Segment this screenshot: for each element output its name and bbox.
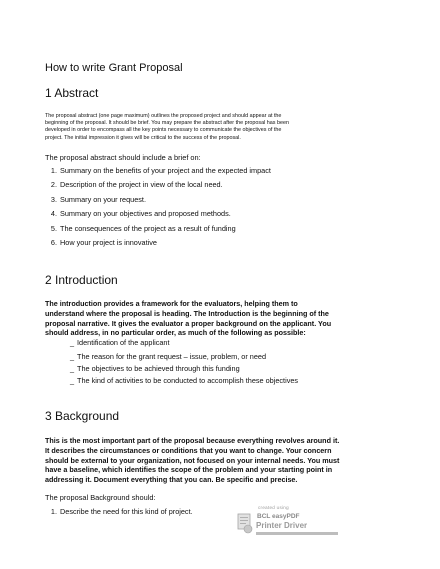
abstract-line: developed in order to encompass all the key points necessary to communicate the objectives of the [45, 127, 282, 134]
list-item: 2. Description of the project in view of the local need. [50, 180, 223, 190]
abstract-list [45, 164, 271, 250]
background-paragraph [45, 436, 390, 485]
bullet-item: _ The kind of activities to be conducted to accomplish these objectives [70, 376, 299, 385]
list-item: 1. Describe the need for this kind of project. [50, 507, 193, 516]
watermark-sub: Printer Driver [256, 521, 308, 530]
watermark-name: BCL easyPDF [257, 513, 300, 520]
background-line: have a baseline, which identifies the scope of the problem and your starting point in [45, 465, 333, 475]
background-lead: The proposal Background should: [45, 493, 156, 502]
background-line: addressing it. Document everything that you can. Be specific and precise. [45, 475, 298, 485]
abstract-line: project. The initial impression it gives will be critical to the success of the proposal. [45, 134, 241, 141]
background-line: It describes the circumstances or conditions that you want to change. Your concern [45, 445, 332, 455]
introduction-line: proposal narrative. It gives the evaluator a proper background on the applicant. You [45, 318, 332, 328]
document-title: How to write Grant Proposal [45, 62, 183, 74]
background-list [45, 505, 193, 519]
background-line: should be external to your organization, not focused on your internal needs. You must [45, 455, 340, 465]
list-item: 6. How your project is innovative [50, 237, 157, 247]
section-heading-introduction: 2 Introduction [45, 273, 118, 287]
introduction-line: understand where the proposal is heading. The Introduction is the beginning of the [45, 308, 329, 318]
bullet-item: _ The reason for the grant request – issue, problem, or need [70, 352, 267, 361]
list-item: 1. Summary on the benefits of your project and the expected impact [50, 166, 271, 175]
section-heading-abstract: 1 Abstract [45, 86, 99, 100]
abstract-lead: The proposal abstract should include a brief on: [45, 153, 201, 162]
printer-logo-icon [236, 511, 254, 535]
abstract-paragraph [45, 113, 390, 142]
introduction-bullets [70, 337, 298, 387]
abstract-line: beginning of the proposal. It should be brief. You may prepare the abstract after the proposal has been [45, 120, 289, 127]
watermark-top-text: created using [258, 505, 289, 510]
bullet-item: _ Identification of the applicant [70, 338, 170, 347]
abstract-line: The proposal abstract (one page maximum) outlines the proposed project and should appear at the [45, 113, 282, 119]
bullet-item: _ The objectives to be achieved through this funding [70, 364, 240, 373]
section-heading-background: 3 Background [45, 409, 120, 423]
background-line: This is the most important part of the proposal because everything revolves around it. [45, 436, 340, 445]
introduction-line: The introduction provides a framework for the evaluators, helping them to [45, 299, 298, 308]
introduction-line: should address, in no particular order, as much of the following as possible: [45, 328, 306, 338]
pdf-watermark [236, 503, 340, 551]
list-item: 3. Summary on your request. [50, 194, 146, 204]
list-item: 4. Summary on your objectives and proposed methods. [50, 209, 231, 219]
watermark-bar [256, 532, 338, 535]
introduction-paragraph [45, 299, 390, 338]
list-item: 5. The consequences of the project as a result of funding [50, 223, 236, 233]
